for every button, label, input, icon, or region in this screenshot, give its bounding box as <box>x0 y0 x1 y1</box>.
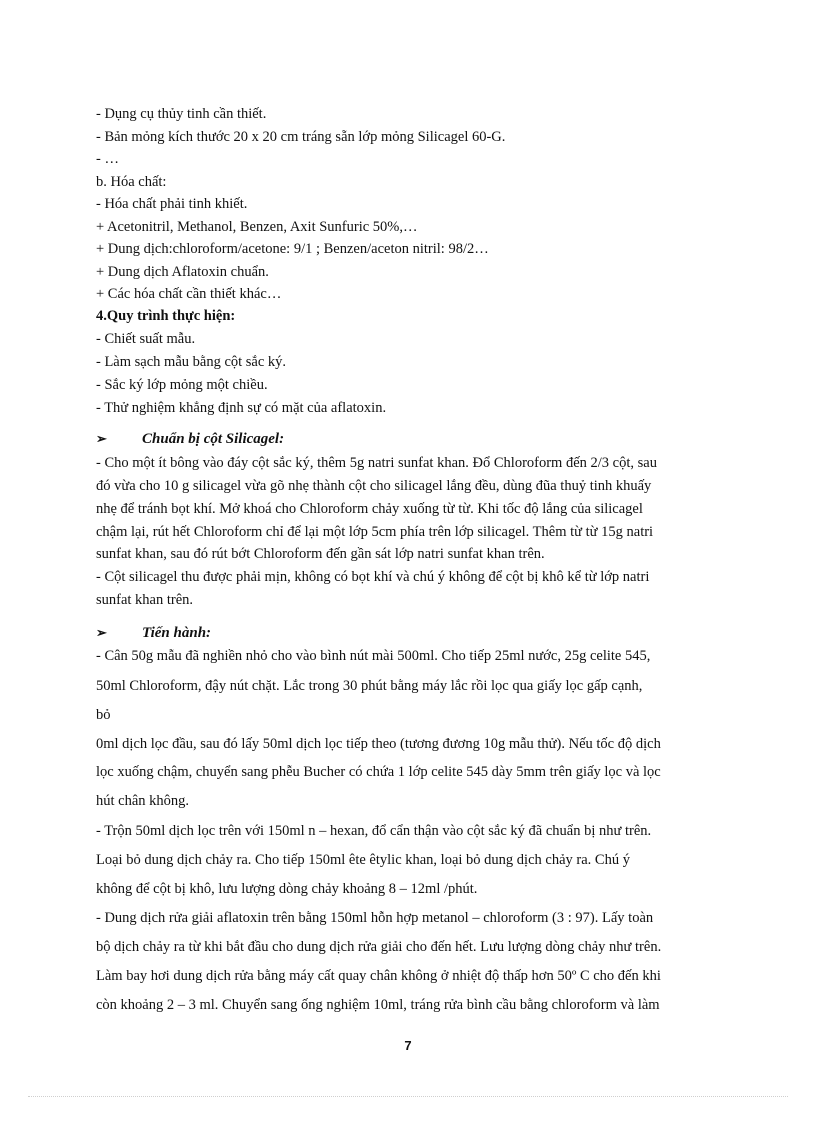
text-line: bộ dịch chảy ra từ khi bắt đầu cho dung dịch rửa giải cho đến hết. Lưu lượng dòng chảy như trên. <box>96 939 662 955</box>
heading-text: Tiến hành: <box>142 625 212 641</box>
text-line: không để cột bị khô, lưu lượng dòng chảy khoảng 8 – 12ml /phút. <box>96 881 478 897</box>
arrow-bullet-icon: ➢ <box>96 431 107 446</box>
text-line: 0ml dịch lọc đầu, sau đó lấy 50ml dịch lọc tiếp theo (tương đương 10g mẫu thử). Nếu tốc độ dịch <box>96 736 661 752</box>
section-heading-tien-hanh <box>96 625 211 642</box>
text-line: + Dung dịch Aflatoxin chuẩn. <box>96 264 269 280</box>
text-line: bỏ <box>96 707 111 723</box>
text-line: + Dung dịch:chloroform/acetone: 9/1 ; Benzen/aceton nitril: 98/2… <box>96 241 489 257</box>
text-line: hút chân không. <box>96 793 190 809</box>
text-line: - Cân 50g mẫu đã nghiền nhỏ cho vào bình nút mài 500ml. Cho tiếp 25ml nước, 25g celite 545, <box>96 648 651 664</box>
text-line: chậm lại, rút hết Chloroform chỉ để lại một lớp 5cm phía trên lớp silicagel. Thêm từ từ 15g natri <box>96 524 654 540</box>
section-heading: 4.Quy trình thực hiện: <box>96 308 236 324</box>
text-line: - Dung dịch rửa giải aflatoxin trên bằng 150ml hỗn hợp metanol – chloroform (3 : 97). Lấy toàn <box>96 910 654 926</box>
heading-text: Chuẩn bị cột Silicagel: <box>142 431 285 447</box>
arrow-bullet-icon: ➢ <box>96 625 107 640</box>
text-line: + Acetonitril, Methanol, Benzen, Axit Sunfuric 50%,… <box>96 219 418 235</box>
text-line: - Cho một ít bông vào đáy cột sắc ký, thêm 5g natri sunfat khan. Đổ Chloroform đến 2/3 cột, sau <box>96 455 657 471</box>
text-line: đó vừa cho 10 g silicagel vừa gõ nhẹ thành cột cho silicagel lắng đều, dùng đũa thuỷ tinh khuấy <box>96 478 652 494</box>
text-line: - Dụng cụ thủy tinh cần thiết. <box>96 106 267 122</box>
text-line: - Cột silicagel thu được phải mịn, không có bọt khí và chú ý không để cột bị khô kể từ lớp natri <box>96 569 650 585</box>
text-line: Làm bay hơi dung dịch rửa bằng máy cất quay chân không ở nhiệt độ thấp hơn 50º C cho đến khi <box>96 968 661 984</box>
page-number: 7 <box>404 1038 412 1053</box>
text-line: Loại bỏ dung dịch chảy ra. Cho tiếp 150ml ête êtylic khan, loại bỏ dung dịch chảy ra. Chú ý <box>96 852 630 868</box>
text-line: + Các hóa chất cần thiết khác… <box>96 286 282 302</box>
text-line: - Bản mỏng kích thước 20 x 20 cm tráng sẵn lớp mỏng Silicagel 60-G. <box>96 129 506 145</box>
text-line: sunfat khan trên. <box>96 592 194 608</box>
text-line: 50ml Chloroform, đậy nút chặt. Lắc trong 30 phút bằng máy lắc rồi lọc qua giấy lọc gấp cạnh, <box>96 678 643 694</box>
text-line: sunfat khan, sau đó rút bớt Chloroform đến gần sát lớp natri sunfat khan trên. <box>96 546 545 562</box>
text-line: - Thử nghiệm khẳng định sự có mặt của aflatoxin. <box>96 400 387 416</box>
text-line: - Sắc ký lớp mỏng một chiều. <box>96 377 268 393</box>
text-line: lọc xuống chậm, chuyển sang phễu Bucher có chứa 1 lớp celite 545 dày 5mm trên giấy lọc và lọc <box>96 764 661 780</box>
page-divider <box>28 1096 788 1097</box>
text-line: - Chiết suất mẫu. <box>96 331 196 347</box>
text-line: nhẹ để tránh bọt khí. Mở khoá cho Chloroform chảy xuống từ từ. Khi tốc độ lắng của silicagel <box>96 501 643 517</box>
section-heading-silicagel <box>96 431 284 448</box>
text-line: - … <box>96 151 119 167</box>
subheading: b. Hóa chất: <box>96 174 167 190</box>
text-line: - Làm sạch mẫu bằng cột sắc ký. <box>96 354 287 370</box>
text-line: - Hóa chất phải tinh khiết. <box>96 196 248 212</box>
text-line: còn khoảng 2 – 3 ml. Chuyển sang ống nghiệm 10ml, tráng rửa bình cầu bằng chloroform và làm <box>96 997 660 1013</box>
text-line: - Trộn 50ml dịch lọc trên với 150ml n – hexan, đổ cẩn thận vào cột sắc ký đã chuẩn bị như trên. <box>96 823 652 839</box>
